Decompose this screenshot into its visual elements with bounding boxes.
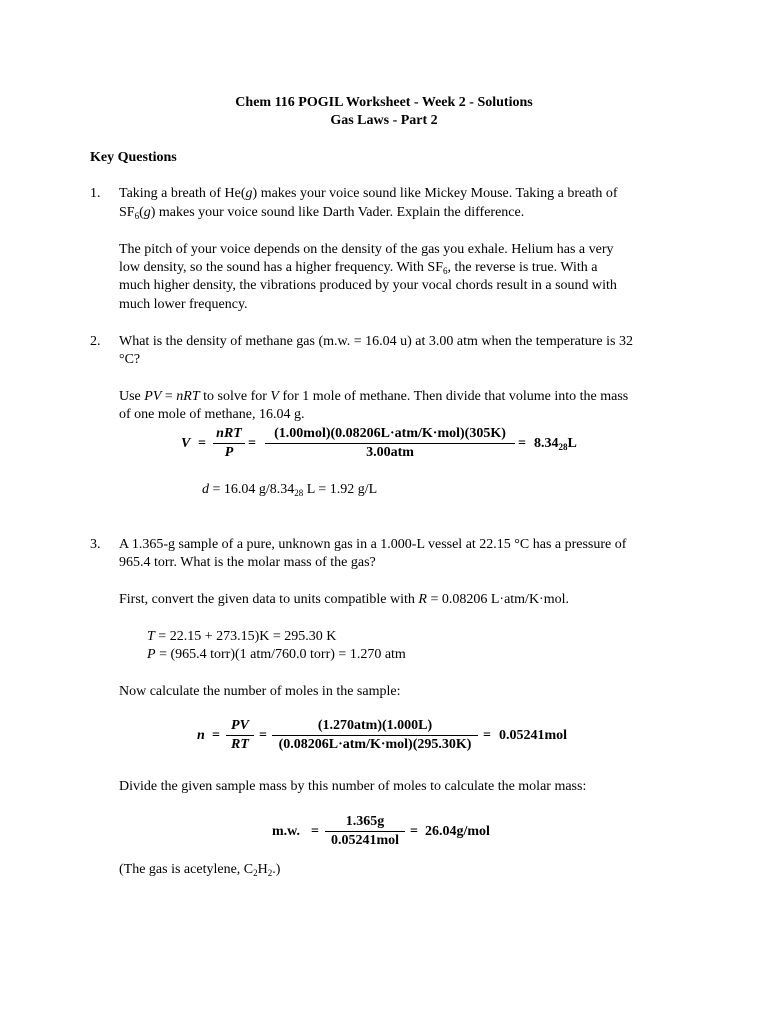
equals-sign: = <box>259 728 267 743</box>
question-2-line-1: What is the density of methane gas (m.w. = 16.04 u) at 3.00 atm when the temperature is 32 <box>119 334 633 349</box>
question-3-line-2: 965.4 torr. What is the molar mass of the gas? <box>119 555 376 570</box>
answer-1-line-1: The pitch of your voice depends on the density of the gas you exhale. Helium has a very <box>119 242 614 257</box>
ideal-gas-volume-equation <box>0 424 768 468</box>
density-result-line: d = 16.04 $g/8.34_{28}$ L = 1.92 g/L <box>202 482 378 498</box>
page-title: Chem 116 POGIL Worksheet - Week 2 - Solutions <box>235 95 533 110</box>
fraction-pv-over-rt: PV RT <box>226 718 254 753</box>
temperature-conversion: T = 22.15 + 273.15)K = 295.30 K <box>147 629 337 644</box>
equals-sign: = <box>483 728 491 743</box>
moles-intro-line: Now calculate the number of moles in the sample: <box>119 684 401 699</box>
convert-units-line: First, convert the given data to units compatible with R = 0.08206 L·atm/K·mol. <box>119 592 569 607</box>
conclusion-line: (The gas is acetylene, $C_2H_2$.) <box>119 862 281 878</box>
answer-2-line-1: Use PV = nRT to solve for V for 1 mole of methane. Then divide that volume into the mass <box>119 389 629 404</box>
fraction-nrt-over-p: nRT P <box>213 426 245 461</box>
equals-sign: = <box>248 436 256 451</box>
question-number-3: 3. <box>90 537 101 552</box>
question-1-line-1: Taking a breath of He(g) makes your voice sound like Mickey Mouse. Taking a breath of <box>119 186 618 201</box>
moles-equation <box>0 716 768 760</box>
molar-mass-equation <box>0 812 768 856</box>
equals-sign: = <box>311 824 319 839</box>
answer-1-line-3: much higher density, the vibrations produced by your vocal chords result in a sound with <box>119 278 617 293</box>
pressure-conversion: P = (965.4 torr)(1 atm/760.0 torr) = 1.270 atm <box>147 647 406 662</box>
question-3-line-1: A 1.365-g sample of a pure, unknown gas in a 1.000-L vessel at 22.15 °C has a pressure of <box>119 537 627 552</box>
equals-sign: = <box>198 436 206 451</box>
equals-sign: = <box>212 728 220 743</box>
question-number-1: 1. <box>90 186 101 201</box>
equation-lhs: m.w. <box>272 824 300 839</box>
equation-lhs: n <box>197 728 205 743</box>
section-heading: Key Questions <box>90 150 177 165</box>
divide-instruction-line: Divide the given sample mass by this number of moles to calculate the molar mass: <box>119 779 587 794</box>
volume-result: $8.34_{28}L$ <box>534 436 577 452</box>
answer-2-line-2: of one mole of methane, 16.04 g. <box>119 407 305 422</box>
question-number-2: 2. <box>90 334 101 349</box>
answer-1-line-4: much lower frequency. <box>119 297 248 312</box>
equation-lhs: V <box>181 436 191 451</box>
fraction-volume-values: (1.00mol)(0.08206L·atm/K·mol)(305K) 3.00atm <box>265 426 515 461</box>
equals-sign: = <box>410 824 418 839</box>
page-subtitle: Gas Laws - Part 2 <box>330 113 438 128</box>
fraction-moles-values: (1.270atm)(1.000L) (0.08206L·atm/K·mol)(295.30K) <box>272 718 478 753</box>
fraction-mass-over-moles: 1.365g 0.05241mol <box>325 814 405 849</box>
question-1-line-2: $SF_6(g)$ makes your voice sound like Darth Vader. Explain the difference. <box>119 205 525 221</box>
moles-result: 0.05241mol <box>499 728 568 743</box>
molar-mass-result: 26.04g/mol <box>425 824 490 839</box>
answer-1-line-2: low density, so the sound has a higher frequency. With $SF_6$, the reverse is true. With a <box>119 260 598 276</box>
question-2-line-2: °C? <box>119 352 141 367</box>
equals-sign: = <box>518 436 526 451</box>
